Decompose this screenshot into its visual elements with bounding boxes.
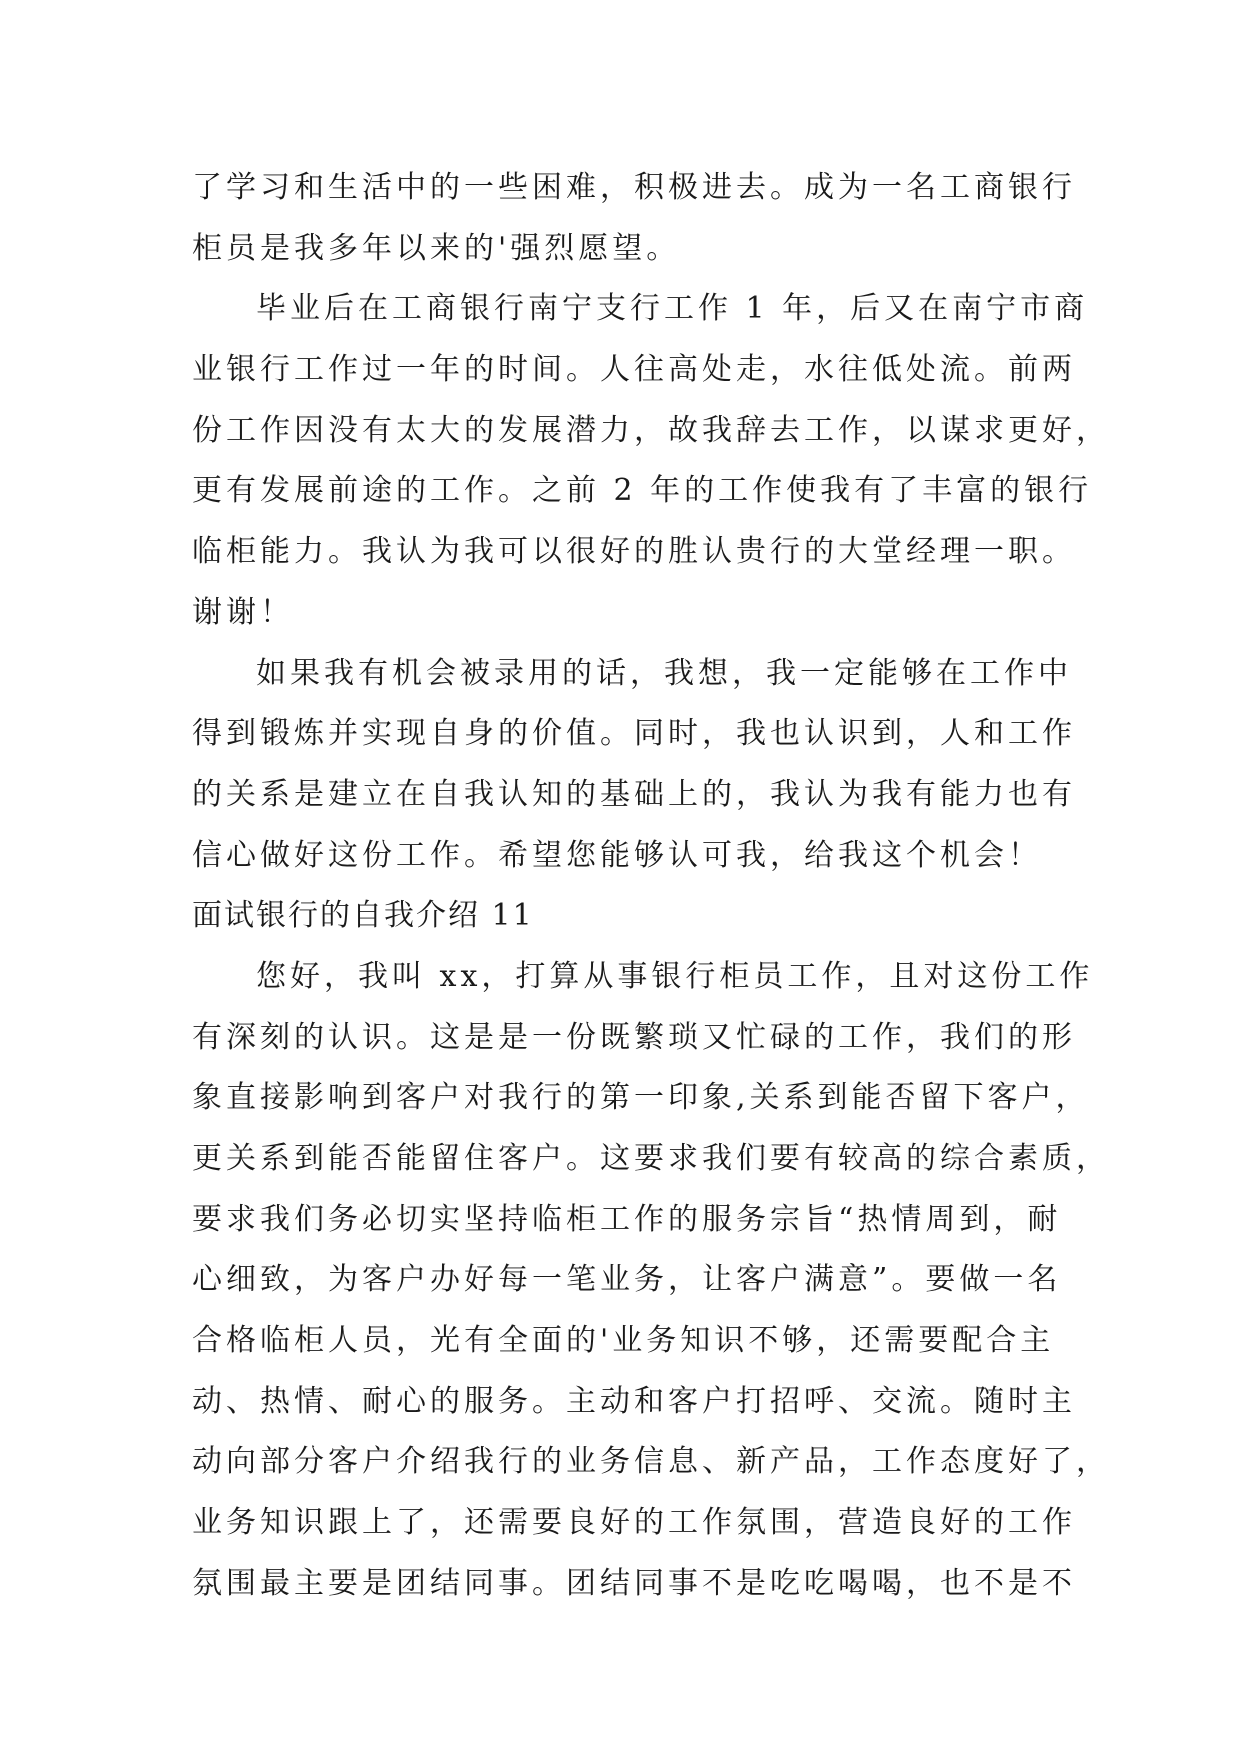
paragraph-start-line: 如果我有机会被录用的话，我想，我一定能够在工作中 (256, 655, 1072, 691)
text-line: 得到锻炼并实现自身的价值。同时，我也认识到，人和工作 (192, 716, 1076, 752)
text-line: 柜员是我多年以来的'强烈愿望。 (192, 230, 681, 266)
text-line: 动、热情、耐心的服务。主动和客户打招呼、交流。随时主 (192, 1383, 1076, 1419)
text-line: 份工作因没有太大的发展潜力，故我辞去工作，以谋求更好， (192, 412, 1110, 448)
text-line: 动向部分客户介绍我行的业务信息、新产品，工作态度好了， (192, 1444, 1110, 1480)
text-line: 了学习和生活中的一些困难，积极进去。成为一名工商银行 (192, 170, 1076, 205)
text-line: 临柜能力。我认为我可以很好的胜认贵行的大堂经理一职。 (192, 534, 1076, 570)
text-line: 象直接影响到客户对我行的第一印象,关系到能否留下客户， (192, 1080, 1090, 1116)
text-line: 要求我们务必切实坚持临柜工作的服务宗旨“热情周到，耐 (192, 1201, 1062, 1237)
text-line: 心细致，为客户办好每一笔业务，让客户满意”。要做一名 (192, 1262, 1062, 1298)
text-line: 业务知识跟上了，还需要良好的工作氛围，营造良好的工作 (192, 1505, 1076, 1541)
text-line: 业银行工作过一年的时间。人往高处走，水往低处流。前两 (192, 352, 1076, 388)
text-line: 合格临柜人员，光有全面的'业务知识不够，还需要配合主 (192, 1323, 1055, 1359)
paragraph-start-line: 您好，我叫 xx，打算从事银行柜员工作，且对这份工作 (256, 958, 1094, 994)
text-line: 氛围最主要是团结同事。团结同事不是吃吃喝喝，也不是不 (192, 1565, 1076, 1601)
text-line: 有深刻的认识。这是是一份既繁琐又忙碌的工作，我们的形 (192, 1019, 1076, 1055)
text-line: 更有发展前途的工作。之前 2 年的工作使我有了丰富的银行 (192, 473, 1093, 509)
section-heading: 面试银行的自我介绍 11 (192, 898, 534, 934)
text-line: 信心做好这份工作。希望您能够认可我，给我这个机会！ (192, 837, 1042, 873)
text-line: 谢谢！ (192, 594, 294, 630)
text-line: 的关系是建立在自我认知的基础上的，我认为我有能力也有 (192, 776, 1076, 812)
text-line: 更关系到能否能留住客户。这要求我们要有较高的综合素质， (192, 1141, 1110, 1176)
document-body (192, 158, 1110, 1615)
paragraph-start-line: 毕业后在工商银行南宁支行工作 1 年，后又在南宁市商 (256, 291, 1089, 327)
